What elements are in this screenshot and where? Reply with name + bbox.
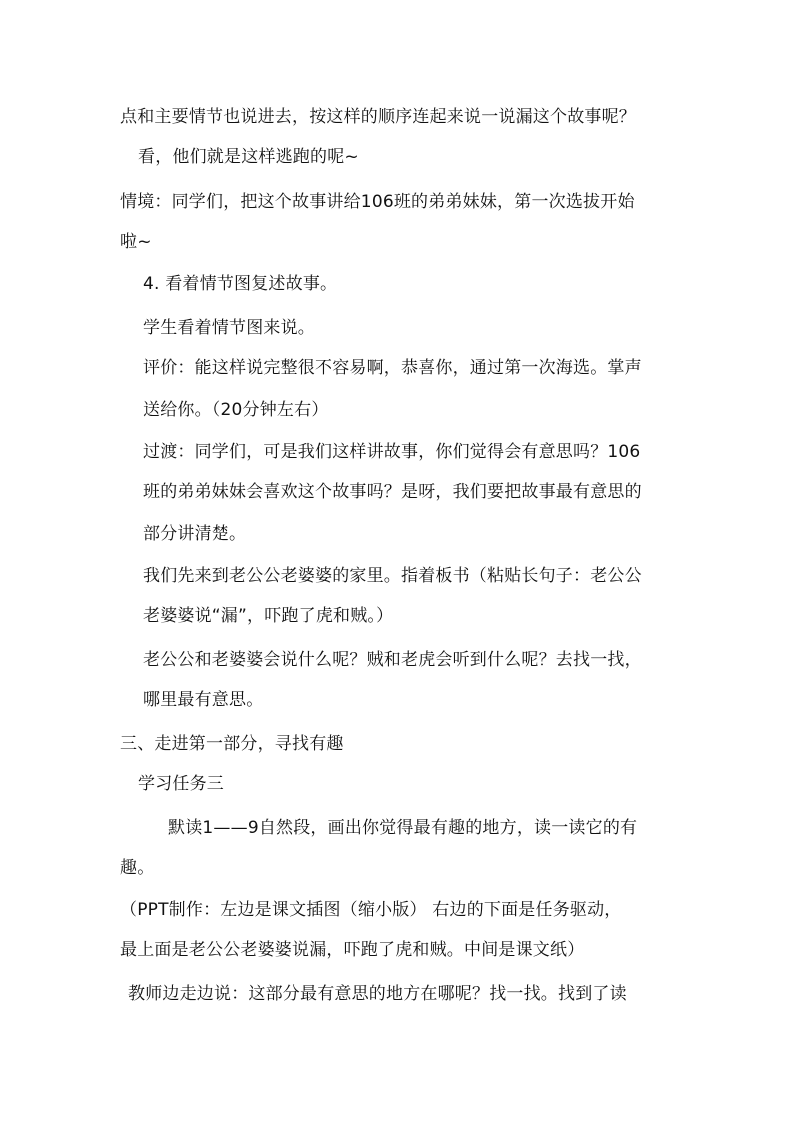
text-line: 默读1——9自然段，画出你觉得最有趣的地方，读一读它的有 — [168, 818, 638, 838]
text-line: 点和主要情节也说进去，按这样的顺序连起来说一说漏这个故事呢？ — [120, 107, 636, 127]
text-line: 啦~ — [120, 232, 152, 252]
subsection-heading: 学习任务三 — [138, 774, 224, 794]
text-line: 评价：能这样说完整很不容易啊，恭喜你，通过第一次海选。掌声 — [143, 358, 642, 378]
text-line: 情境：同学们，把这个故事讲给106班的弟弟妹妹，第一次选拔开始 — [120, 192, 635, 212]
text-line: 看，他们就是这样逃跑的呢~ — [138, 147, 359, 167]
list-item-heading: 4. 看着情节图复述故事。 — [143, 274, 338, 294]
text-line: （PPT制作：左边是课文插图（缩小版） 右边的下面是任务驱动， — [120, 900, 622, 920]
text-line: 送给你。（20分钟左右） — [143, 400, 329, 420]
text-line: 趣。 — [120, 858, 155, 878]
text-line: 最上面是老公公老婆婆说漏，吓跑了虎和贼。中间是课文纸） — [120, 940, 585, 960]
text-line: 教师边走边说：这部分最有意思的地方在哪呢？找一找。找到了读 — [128, 984, 627, 1004]
text-line: 老婆婆说“漏”，吓跑了虎和贼。） — [143, 606, 394, 626]
text-line: 部分讲清楚。 — [143, 524, 247, 544]
text-line: 过渡：同学们，可是我们这样讲故事，你们觉得会有意思吗？106 — [143, 442, 641, 462]
text-line: 哪里最有意思。 — [143, 690, 264, 710]
text-line: 学生看着情节图来说。 — [143, 318, 315, 338]
text-line: 我们先来到老公公老婆婆的家里。指着板书（粘贴长句子：老公公 — [143, 566, 642, 586]
text-line: 班的弟弟妹妹会喜欢这个故事吗？是呀，我们要把故事最有意思的 — [143, 482, 642, 502]
section-heading: 三、走进第一部分，寻找有趣 — [120, 734, 344, 754]
text-line: 老公公和老婆婆会说什么呢？贼和老虎会听到什么呢？去找一找， — [143, 650, 642, 670]
